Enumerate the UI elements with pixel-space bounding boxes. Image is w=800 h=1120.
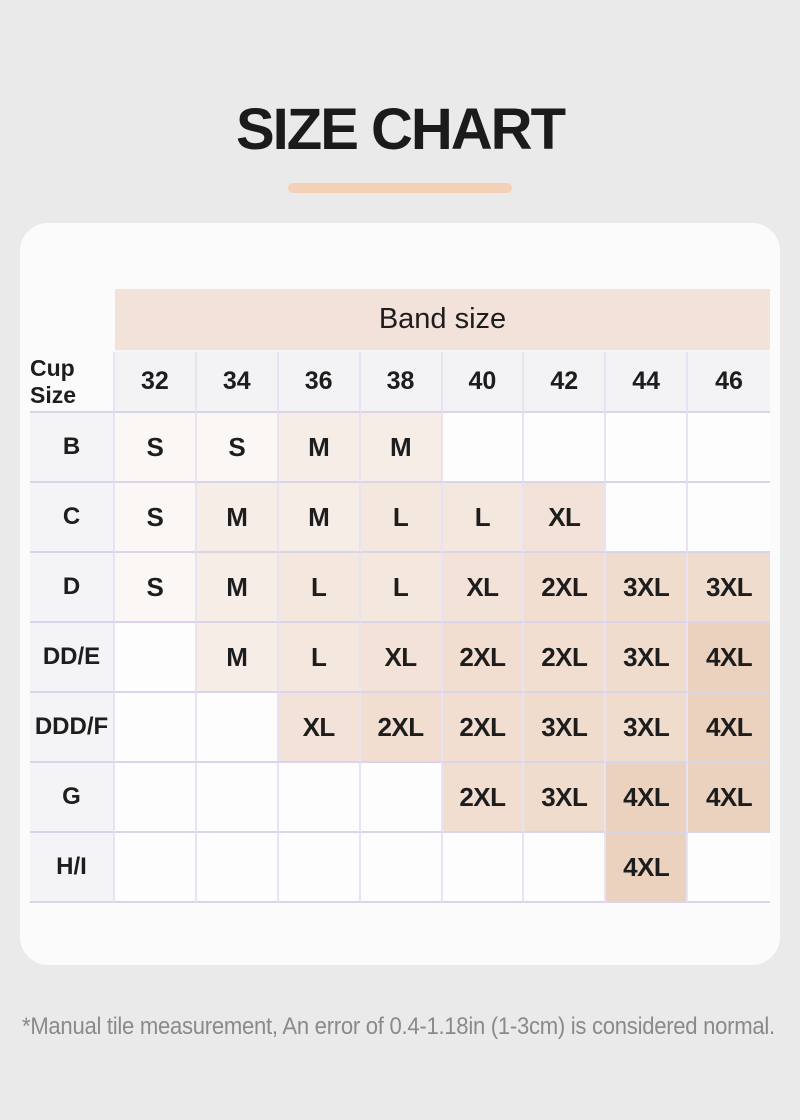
size-cell-dd-e-42: 2XL xyxy=(524,623,606,693)
size-cell-dd-e-38: XL xyxy=(361,623,443,693)
size-cell-g-44: 4XL xyxy=(606,763,688,833)
size-cell-dd-e-46: 4XL xyxy=(688,623,770,693)
size-cell-empty xyxy=(524,413,606,483)
band-size-col-44: 44 xyxy=(606,352,688,413)
size-cell-ddd-f-46: 4XL xyxy=(688,693,770,763)
size-cell-d-38: L xyxy=(361,553,443,623)
size-cell-ddd-f-44: 3XL xyxy=(606,693,688,763)
size-cell-c-34: M xyxy=(197,483,279,553)
size-cell-empty xyxy=(688,833,770,903)
band-size-col-42: 42 xyxy=(524,352,606,413)
size-cell-d-42: 2XL xyxy=(524,553,606,623)
size-cell-empty xyxy=(115,833,197,903)
band-size-col-46: 46 xyxy=(688,352,770,413)
size-cell-ddd-f-36: XL xyxy=(279,693,361,763)
size-cell-empty xyxy=(688,413,770,483)
title-underline-bar xyxy=(288,183,512,193)
size-cell-d-44: 3XL xyxy=(606,553,688,623)
size-cell-ddd-f-40: 2XL xyxy=(443,693,525,763)
band-size-col-34: 34 xyxy=(197,352,279,413)
size-cell-empty xyxy=(606,413,688,483)
size-chart-card xyxy=(20,223,780,965)
size-cell-empty xyxy=(443,833,525,903)
size-cell-empty xyxy=(115,693,197,763)
size-cell-empty xyxy=(279,833,361,903)
cup-row-label-c: C xyxy=(30,483,115,553)
size-cell-c-36: M xyxy=(279,483,361,553)
size-cell-c-42: XL xyxy=(524,483,606,553)
size-cell-dd-e-44: 3XL xyxy=(606,623,688,693)
size-cell-d-40: XL xyxy=(443,553,525,623)
size-cell-g-40: 2XL xyxy=(443,763,525,833)
size-cell-c-32: S xyxy=(115,483,197,553)
size-cell-g-42: 3XL xyxy=(524,763,606,833)
size-cell-c-40: L xyxy=(443,483,525,553)
cup-row-label-g: G xyxy=(30,763,115,833)
size-cell-b-38: M xyxy=(361,413,443,483)
size-cell-b-32: S xyxy=(115,413,197,483)
size-cell-dd-e-34: M xyxy=(197,623,279,693)
table-corner-spacer xyxy=(30,289,115,352)
size-cell-d-46: 3XL xyxy=(688,553,770,623)
size-cell-empty xyxy=(115,623,197,693)
size-cell-c-38: L xyxy=(361,483,443,553)
band-size-col-38: 38 xyxy=(361,352,443,413)
size-cell-empty xyxy=(361,763,443,833)
size-cell-empty xyxy=(279,763,361,833)
size-cell-h-i-44: 4XL xyxy=(606,833,688,903)
size-cell-d-36: L xyxy=(279,553,361,623)
size-cell-d-32: S xyxy=(115,553,197,623)
size-cell-ddd-f-42: 3XL xyxy=(524,693,606,763)
size-cell-g-46: 4XL xyxy=(688,763,770,833)
size-cell-empty xyxy=(688,483,770,553)
band-size-col-36: 36 xyxy=(279,352,361,413)
size-cell-d-34: M xyxy=(197,553,279,623)
band-size-col-40: 40 xyxy=(443,352,525,413)
size-cell-empty xyxy=(443,413,525,483)
size-cell-empty xyxy=(115,763,197,833)
cup-row-label-ddd-f: DDD/F xyxy=(30,693,115,763)
page-title: SIZE CHART xyxy=(236,97,564,162)
size-cell-b-34: S xyxy=(197,413,279,483)
cup-row-label-d: D xyxy=(30,553,115,623)
size-table xyxy=(30,289,770,903)
size-cell-ddd-f-38: 2XL xyxy=(361,693,443,763)
cup-row-label-h-i: H/I xyxy=(30,833,115,903)
size-cell-empty xyxy=(606,483,688,553)
size-cell-empty xyxy=(361,833,443,903)
cup-row-label-b: B xyxy=(30,413,115,483)
cup-size-header: Cup Size xyxy=(30,352,115,413)
size-cell-dd-e-40: 2XL xyxy=(443,623,525,693)
footnote: *Manual tile measurement, An error of 0.4-1.18in (1-3cm) is considered normal. xyxy=(22,1013,775,1040)
size-cell-empty xyxy=(197,833,279,903)
size-cell-empty xyxy=(524,833,606,903)
size-cell-empty xyxy=(197,693,279,763)
band-size-header: Band size xyxy=(115,289,770,352)
cup-row-label-dd-e: DD/E xyxy=(30,623,115,693)
size-cell-b-36: M xyxy=(279,413,361,483)
size-cell-dd-e-36: L xyxy=(279,623,361,693)
size-cell-empty xyxy=(197,763,279,833)
band-size-col-32: 32 xyxy=(115,352,197,413)
